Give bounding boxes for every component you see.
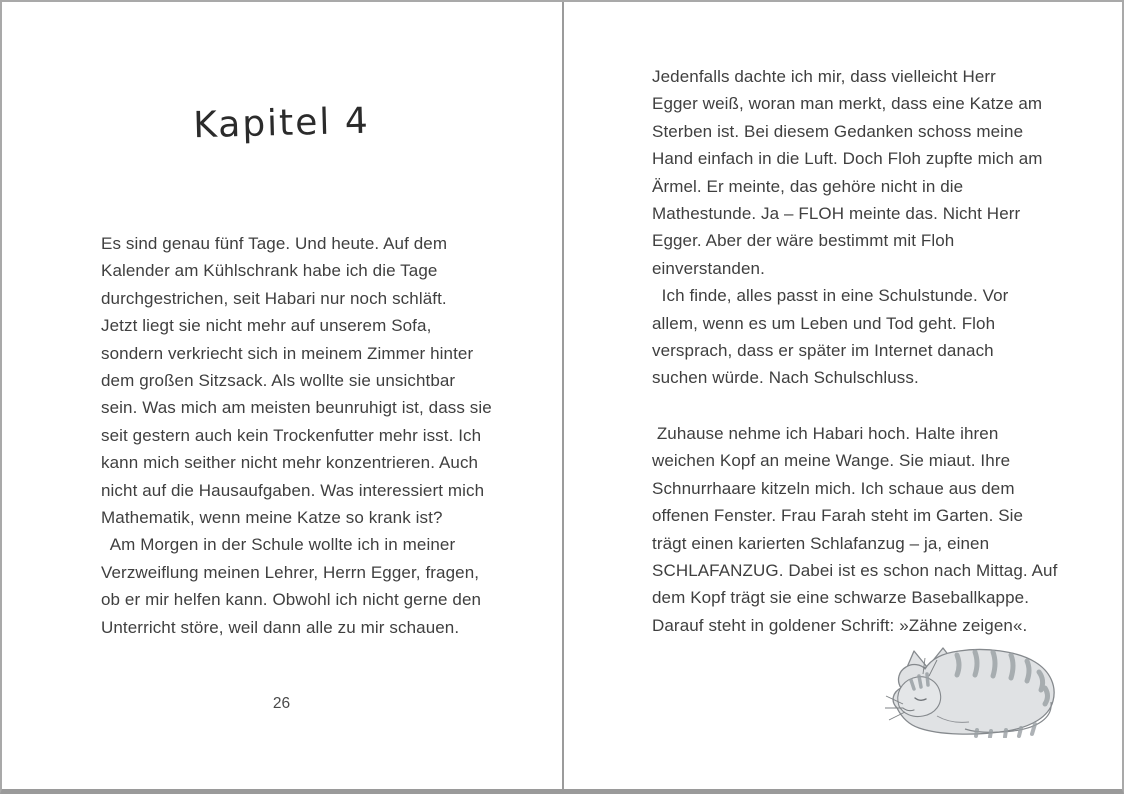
- page-number: 26: [272, 695, 291, 712]
- text-line: Verzweiflung meinen Lehrer, Herrn Egger, fragen,: [101, 562, 480, 582]
- text-line: sondern verkriecht sich in meinem Zimmer hinter: [101, 343, 474, 363]
- text-line: dem Kopf trägt sie eine schwarze Baseballkappe.: [652, 588, 1030, 608]
- text-line: Es sind genau fünf Tage. Und heute. Auf dem: [101, 234, 448, 253]
- text-line: Zuhause nehme ich Habari hoch. Halte ihren: [652, 424, 999, 443]
- text-line: Am Morgen in der Schule wollte ich in meiner: [101, 535, 456, 555]
- right-page-paragraph-2: [652, 420, 1057, 639]
- text-line: Ich finde, alles passt in eine Schulstunde. Vor: [652, 286, 1009, 306]
- text-line: Schnurrhaare kitzeln mich. Ich schaue aus dem: [652, 478, 1015, 498]
- text-line: durchgestrichen, seit Habari nur noch schläft.: [101, 288, 447, 308]
- text-line: Egger. Aber der wäre bestimmt mit Floh: [652, 231, 955, 251]
- text-line: trägt einen karierten Schlafanzug – ja, einen: [652, 533, 990, 553]
- text-line: Jetzt liegt sie nicht mehr auf unserem Sofa,: [101, 316, 432, 336]
- text-line: kann mich seither nicht mehr konzentrieren. Auch: [101, 453, 479, 473]
- text-line: allem, wenn es um Leben und Tod geht. Floh: [652, 313, 996, 333]
- text-line: Darauf steht in goldener Schrift: »Zähne zeigen«.: [652, 615, 1028, 635]
- left-page-body-text: [101, 230, 492, 641]
- text-line: Ärmel. Er meinte, das gehöre nicht in die: [652, 176, 964, 196]
- text-line: Hand einfach in die Luft. Doch Floh zupfte mich am: [652, 149, 1043, 169]
- text-line: einverstanden.: [652, 258, 765, 278]
- text-line: nicht auf die Hausaufgaben. Was interessiert mich: [101, 480, 485, 500]
- text-line: seit gestern auch kein Trockenfutter mehr isst. Ich: [101, 425, 482, 445]
- text-line: versprach, dass er später im Internet danach: [652, 341, 994, 361]
- text-line: ob er mir helfen kann. Obwohl ich nicht gerne den: [101, 590, 482, 610]
- text-line: offenen Fenster. Frau Farah steht im Garten. Sie: [652, 506, 1024, 526]
- text-line: Sterben ist. Bei diesem Gedanken schoss meine: [652, 121, 1024, 141]
- text-line: Jedenfalls dachte ich mir, dass vielleicht Herr: [652, 67, 996, 86]
- text-line: Unterricht störe, weil dann alle zu mir schauen.: [101, 617, 460, 637]
- text-line: SCHLAFANZUG. Dabei ist es schon nach Mittag. Auf: [652, 561, 1058, 581]
- text-line: weichen Kopf an meine Wange. Sie miaut. Ihre: [652, 451, 1011, 471]
- text-line: dem großen Sitzsack. Als wollte sie unsichtbar: [101, 371, 456, 391]
- text-line: Egger weiß, woran man merkt, dass eine Katze am: [652, 94, 1043, 114]
- text-line: suchen würde. Nach Schulschluss.: [652, 368, 919, 388]
- text-line: Mathestunde. Ja – FLOH meinte das. Nicht Herr: [652, 204, 1021, 224]
- chapter-title: Kapitel 4: [192, 100, 371, 147]
- right-page-paragraph-1: [652, 63, 1043, 392]
- sleeping-cat-illustration: [885, 646, 1065, 738]
- text-line: Kalender am Kühlschrank habe ich die Tage: [101, 261, 438, 281]
- text-line: sein. Was mich am meisten beunruhigt ist, dass sie: [101, 398, 492, 418]
- text-line: Mathematik, wenn meine Katze so krank ist?: [101, 508, 443, 528]
